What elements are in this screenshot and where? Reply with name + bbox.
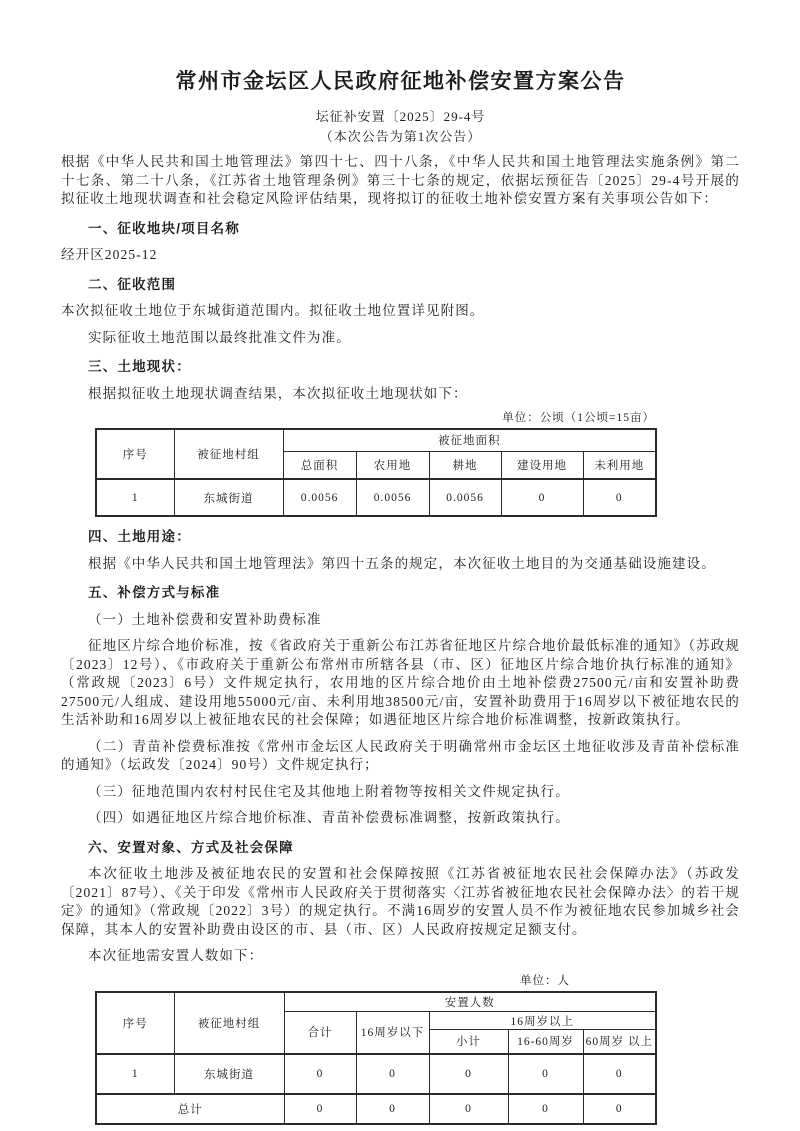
compensation-item-1-title: （一）土地补偿费和安置补助费标准 [88,611,322,627]
resettle-cell-under16: 0 [356,1054,429,1094]
resettle-cell-seq: 1 [96,1054,174,1094]
section-4-heading: 四、土地用途： [88,529,191,544]
land-header-total-area: 总面积 [283,451,356,479]
resettlement-table [95,991,657,1125]
resettle-header-seq: 序号 [96,992,174,1054]
land-cell-seq: 1 [96,479,174,516]
resettle-table-row [96,1054,656,1094]
land-header-area-group: 被征地面积 [283,429,656,451]
resettle-header-over16: 16周岁以上 [429,1012,656,1030]
land-header-agricultural: 农用地 [356,451,429,479]
resettle-total-age60plus: 0 [583,1094,656,1124]
resettle-header-village: 被征地村组 [174,992,284,1054]
resettlement-paragraph: 本次征收土地涉及被征地农民的安置和社会保障按照《江苏省被征地农民社会保障办法》（苏政发〔2021〕87号）、《关于印发《常州市人民政府关于贯彻落实〈江苏省被征地农民社会保障办法〉的若干规定》的通知》（常政规〔2022〕3号）的规定执行。不满16周岁的安置人员不作为被征地农民参加城乡社会保障，其本人的安置补助费由设区的市、县（市、区）人民政府按规定足额支付。 [61,866,740,937]
resettlement-count-intro: 本次征地需安置人数如下： [88,948,264,963]
land-use-paragraph: 根据《中华人民共和国土地管理法》第四十五条的规定，本次征收土地目的为交通基础设施建设。 [88,555,716,571]
resettle-total-subtotal: 0 [429,1094,508,1124]
compensation-item-3-paragraph: （三）征地范围内农村村民住宅及其他地上附着物等按相关文件规定执行。 [88,783,570,799]
resettle-header-age60plus: 60周岁 以上 [583,1030,656,1054]
compensation-standard-paragraph: 征地区片综合地价标准，按《省政府关于重新公布江苏省征地区片综合地价最低标准的通知》（苏政规〔2023〕12号）、《市政府关于重新公布常州市所辖各县（市、区）征地区片综合地价执行标准的通知》（常政规〔2023〕6号）文件规定执行，农用地的区片综合地价由土地补偿费27500元/亩和安置补助费27500元/人组成、建设用地55000元/亩、未利用地38500元/亩，安置补助费用于16周岁以下被征地农民的生活补助和16周岁以上被征地农民的社会保障；如遇征地区片综合地价标准调整，按新政策执行。 [61,638,740,727]
resettle-header-subtotal: 小计 [429,1030,508,1054]
land-cell-unused: 0 [583,479,656,516]
resettle-cell-village: 东城街道 [174,1054,284,1094]
land-table-unit-label: 单位：公顷（1公顷=15亩） [502,412,655,424]
land-cell-village: 东城街道 [174,479,283,516]
resettle-total-label: 总计 [96,1094,284,1124]
land-header-cultivated: 耕地 [429,451,501,479]
land-header-seq: 序号 [96,429,174,479]
resettle-cell-age60plus: 0 [583,1054,656,1094]
resettle-total-total: 0 [284,1094,356,1124]
resettle-header-group: 安置人数 [284,992,656,1012]
intro-paragraph: 根据《中华人民共和国土地管理法》第四十七、四十八条，《中华人民共和国土地管理法实施条例》第二十七条、第二十八条，《江苏省土地管理条例》第三十七条的规定，依据坛预征告〔2025〕29-4号开展的拟征收土地现状调查和社会稳定风险评估结果，现将拟订的征收土地补偿安置方案有关事项公告如下： [61,154,740,206]
resettle-header-under16: 16周岁以下 [356,1012,429,1054]
section-1-heading: 一、征收地块/项目名称 [88,220,240,236]
land-cell-construction: 0 [501,479,583,516]
land-header-unused: 未利用地 [583,451,656,479]
compensation-item-4-paragraph: （四）如遇征地区片综合地价标准、青苗补偿费标准调整，按新政策执行。 [88,810,570,825]
announcement-note: （本次公告为第1次公告） [319,129,482,144]
resettle-header-age16-60: 16-60周岁 [508,1030,583,1054]
resettle-cell-age16-60: 0 [508,1054,583,1094]
scope-note-paragraph: 实际征收土地范围以最终批准文件为准。 [88,329,351,345]
land-header-village: 被征地村组 [174,429,283,479]
resettle-cell-total: 0 [284,1054,356,1094]
resettle-header-total: 合计 [284,1012,356,1054]
compensation-item-2-paragraph: （二）青苗补偿费标准按《常州市金坛区人民政府关于明确常州市金坛区土地征收涉及青苗补偿标准的通知》（坛政发〔2024〕90号）文件规定执行； [61,738,740,772]
land-table-row [96,479,656,516]
scope-paragraph: 本次拟征收土地位于东城街道范围内。拟征收土地位置详见附图。 [61,303,485,318]
resettle-total-row [96,1094,656,1124]
resettle-table-unit-label: 单位：人 [520,974,570,987]
section-3-heading: 三、土地现状： [88,359,191,374]
land-status-paragraph: 根据拟征收土地现状调查结果，本次拟征收土地现状如下： [88,385,468,401]
project-name-value: 经开区2025-12 [61,247,158,262]
land-header-construction: 建设用地 [501,451,583,479]
section-5-heading: 五、补偿方式与标准 [88,585,221,600]
resettle-total-under16: 0 [356,1094,429,1124]
land-cell-cultivated: 0.0056 [429,479,501,516]
section-6-heading: 六、安置对象、方式及社会保障 [88,839,294,855]
doc-title: 常州市金坛区人民政府征地补偿安置方案公告 [175,70,626,93]
doc-number: 坛征补安置〔2025〕29-4号 [315,109,486,124]
resettle-cell-subtotal: 0 [429,1054,508,1094]
land-area-table [95,428,657,517]
section-2-heading: 二、征收范围 [88,276,177,292]
land-cell-agricultural: 0.0056 [356,479,429,516]
resettle-total-age16-60: 0 [508,1094,583,1124]
land-cell-total-area: 0.0056 [283,479,356,516]
